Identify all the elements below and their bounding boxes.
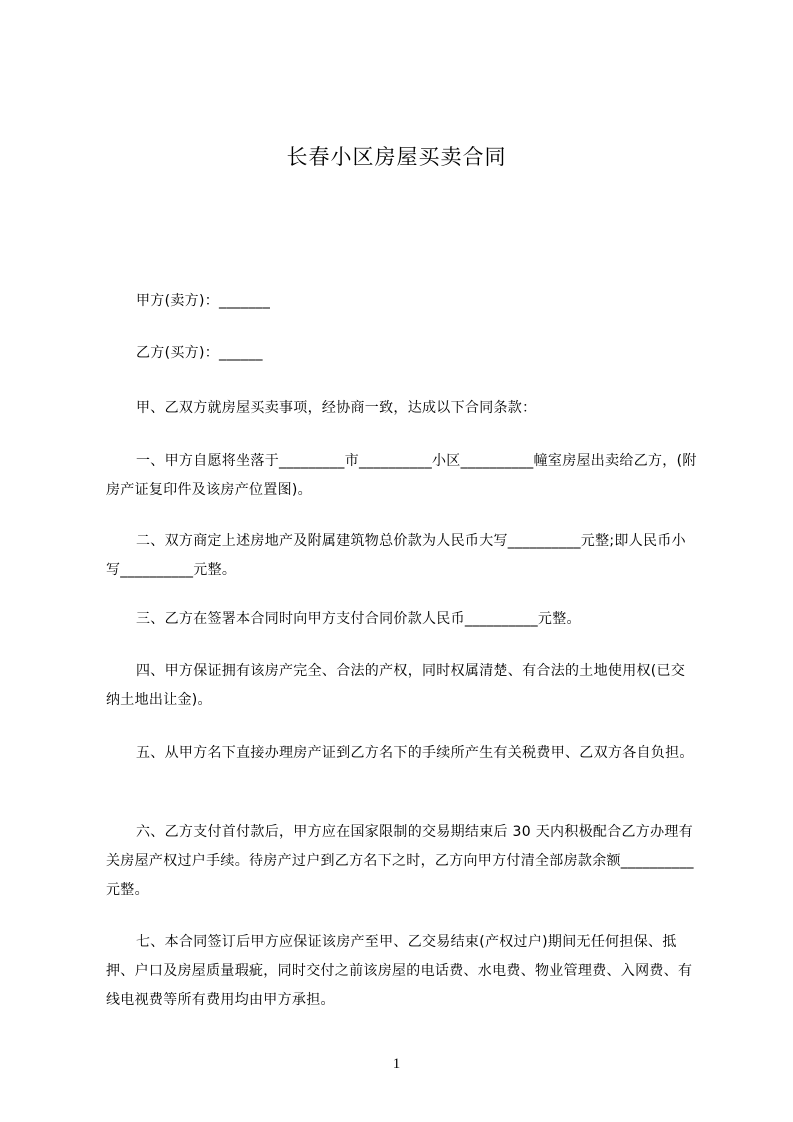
- clause-2: 二、双方商定上述房地产及附属建筑物总价款为人民币大写__________元整;即人民币小写__________元整。: [106, 533, 686, 578]
- document-body: [106, 928, 698, 1015]
- document-body: [106, 394, 698, 423]
- document-body: [106, 739, 698, 768]
- page-number: 1: [392, 1056, 401, 1072]
- document-body: [106, 657, 698, 715]
- clause-6: 六、乙方支付首付款后，甲方应在国家限制的交易期结束后 30 天内积极配合乙方办理有关房屋产权过户手续。待房产过户到乙方名下之时，乙方向甲方付清全部房款余额__________元整。: [106, 824, 694, 898]
- document-body: [106, 527, 698, 585]
- document-body: [106, 605, 698, 634]
- party-b-line: 乙方(买方)：______: [136, 345, 263, 361]
- clause-7: 七、本合同签订后甲方应保证该房产至甲、乙交易结束(产权过户)期间无任何担保、抵押、户口及房屋质量瑕疵，同时交付之前该房屋的电话费、水电费、物业管理费、入网费、有线电视费等所有费用均由甲方承担。: [106, 934, 693, 1008]
- preamble-paragraph: 甲、乙双方就房屋买卖事项，经协商一致，达成以下合同条款：: [136, 400, 537, 416]
- document-body: [106, 818, 698, 905]
- document-body: [106, 447, 698, 505]
- document-body: [106, 339, 698, 368]
- party-a-line: 甲方(卖方)：_______: [136, 293, 271, 309]
- clause-5: 五、从甲方名下直接办理房产证到乙方名下的手续所产生有关税费甲、乙双方各自负担。: [136, 745, 694, 761]
- clause-4: 四、甲方保证拥有该房产完全、合法的产权，同时权属清楚、有合法的土地使用权(已交纳土地出让金)。: [106, 663, 686, 708]
- clause-3: 三、乙方在签署本合同时向甲方支付合同价款人民币__________元整。: [136, 611, 581, 627]
- clause-1: 一、甲方自愿将坐落于_________市__________小区__________幢室房屋出卖给乙方，(附房产证复印件及该房产位置图)。: [106, 453, 697, 498]
- document-title: 长春小区房屋买卖合同: [286, 145, 507, 169]
- document-body: [106, 287, 698, 316]
